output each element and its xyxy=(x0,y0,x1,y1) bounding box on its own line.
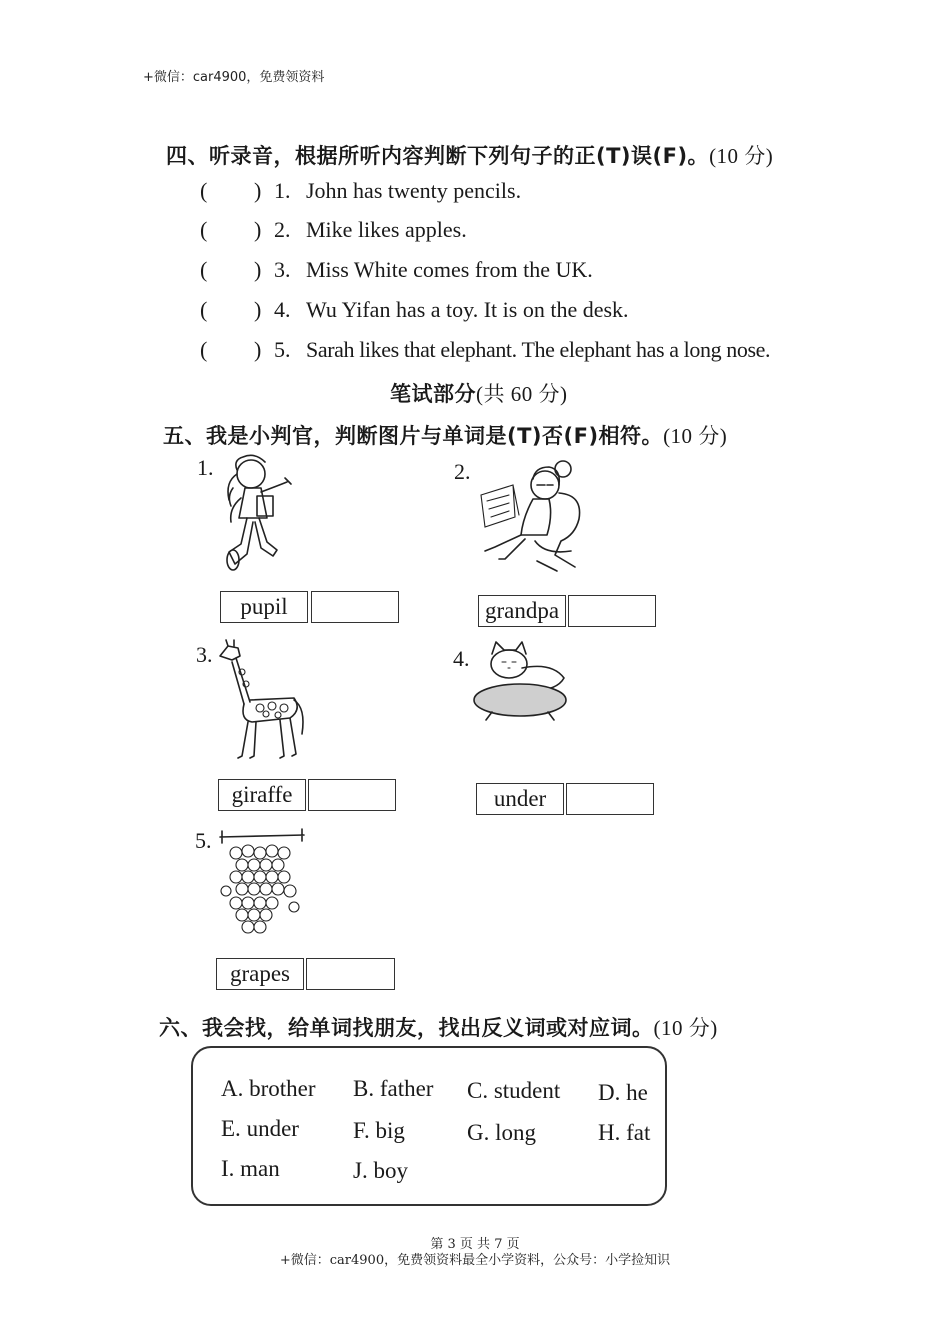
written-part-heading xyxy=(390,378,568,408)
question-text: Mike likes apples. xyxy=(306,217,467,242)
picture-number: 3. xyxy=(196,642,213,667)
word-letter: E. xyxy=(221,1116,241,1141)
answer-paren-close: ) xyxy=(254,337,262,362)
answer-box[interactable] xyxy=(311,591,399,623)
word-bank-item xyxy=(353,1158,408,1184)
word-text: brother xyxy=(249,1076,316,1101)
grapes-icon xyxy=(214,825,310,943)
question-number: 1. xyxy=(274,178,291,203)
cat-in-basket-icon xyxy=(472,638,574,724)
header-note: +微信：car4900，免费领资料 xyxy=(143,70,325,85)
written-part-score: (共 60 分) xyxy=(476,382,568,406)
question-row xyxy=(200,297,840,325)
question-row xyxy=(200,337,840,365)
section5-score: (10 分) xyxy=(663,424,728,448)
picture-number: 1. xyxy=(197,455,214,480)
section5-title xyxy=(163,420,727,450)
word-bank-item xyxy=(221,1116,299,1142)
section4-title-text: 四、听录音，根据所听内容判断下列句子的正(T)误(F)。 xyxy=(166,144,710,168)
question-number: 5. xyxy=(274,337,291,362)
word-text: fat xyxy=(626,1120,651,1145)
grandma-reading-icon xyxy=(475,455,590,575)
question-number: 4. xyxy=(274,297,291,322)
section6-title-text: 六、我会找，给单词找朋友，找出反义词或对应词。 xyxy=(159,1016,654,1040)
answer-box[interactable] xyxy=(306,958,395,990)
word-letter: D. xyxy=(598,1080,621,1105)
question-text: Miss White comes from the UK. xyxy=(306,257,593,282)
answer-paren-open: ( xyxy=(200,297,208,322)
word-letter: J. xyxy=(353,1158,368,1183)
word-text: big xyxy=(375,1118,405,1143)
question-text: Wu Yifan has a toy. It is on the desk. xyxy=(306,297,629,322)
word-letter: I. xyxy=(221,1156,235,1181)
word-box: pupil xyxy=(220,591,308,623)
question-text: Sarah likes that elephant. The elephant has a long nose. xyxy=(306,337,771,362)
question-text: John has twenty pencils. xyxy=(306,178,522,203)
word-bank-item xyxy=(598,1120,650,1146)
section4-score: (10 分) xyxy=(709,144,774,168)
word-bank-item xyxy=(467,1120,536,1146)
word-text: boy xyxy=(373,1158,408,1183)
word-box: grapes xyxy=(216,958,304,990)
answer-paren-close: ) xyxy=(254,178,262,203)
section4-title xyxy=(166,140,773,170)
picture-number: 4. xyxy=(453,646,470,671)
section6-title xyxy=(159,1012,718,1042)
question-row xyxy=(200,178,840,206)
word-letter: C. xyxy=(467,1078,489,1103)
answer-paren-open: ( xyxy=(200,178,208,203)
footer-note: +微信：car4900，免费领资料最全小学资料，公众号：小学捡知识 xyxy=(279,1253,671,1268)
word-box: grandpa xyxy=(478,595,566,627)
word-bank-item xyxy=(598,1080,648,1106)
question-number: 3. xyxy=(274,257,291,282)
giraffe-icon xyxy=(214,638,314,766)
word-text: under xyxy=(246,1116,299,1141)
girl-walking-icon xyxy=(215,452,295,577)
answer-paren-open: ( xyxy=(200,257,208,282)
picture-number: 5. xyxy=(195,828,212,853)
word-letter: F. xyxy=(353,1118,370,1143)
word-letter: H. xyxy=(598,1120,621,1145)
answer-box[interactable] xyxy=(566,783,654,815)
word-bank-item xyxy=(221,1156,280,1182)
question-number: 2. xyxy=(274,217,291,242)
word-text: man xyxy=(240,1156,280,1181)
section6-score: (10 分) xyxy=(653,1016,718,1040)
written-part-title: 笔试部分 xyxy=(390,382,476,406)
word-bank-item xyxy=(353,1076,433,1102)
word-box: under xyxy=(476,783,564,815)
answer-box[interactable] xyxy=(308,779,396,811)
answer-paren-open: ( xyxy=(200,337,208,362)
question-row xyxy=(200,217,840,245)
answer-paren-open: ( xyxy=(200,217,208,242)
answer-paren-close: ) xyxy=(254,217,262,242)
word-letter: B. xyxy=(353,1076,375,1101)
word-letter: A. xyxy=(221,1076,244,1101)
answer-paren-close: ) xyxy=(254,297,262,322)
word-text: long xyxy=(495,1120,537,1145)
word-text: he xyxy=(626,1080,648,1105)
word-bank xyxy=(191,1046,667,1206)
picture-number: 2. xyxy=(454,459,471,484)
section5-title-text: 五、我是小判官，判断图片与单词是(T)否(F)相符。 xyxy=(163,424,664,448)
word-text: father xyxy=(379,1076,434,1101)
page-number: 第 3 页 共 7 页 xyxy=(430,1237,520,1252)
question-row xyxy=(200,257,840,285)
word-letter: G. xyxy=(467,1120,490,1145)
word-bank-item xyxy=(353,1118,405,1144)
answer-paren-close: ) xyxy=(254,257,262,282)
word-bank-item xyxy=(221,1076,316,1102)
word-box: giraffe xyxy=(218,779,306,811)
word-bank-item xyxy=(467,1078,560,1104)
answer-box[interactable] xyxy=(568,595,656,627)
word-text: student xyxy=(493,1078,561,1103)
